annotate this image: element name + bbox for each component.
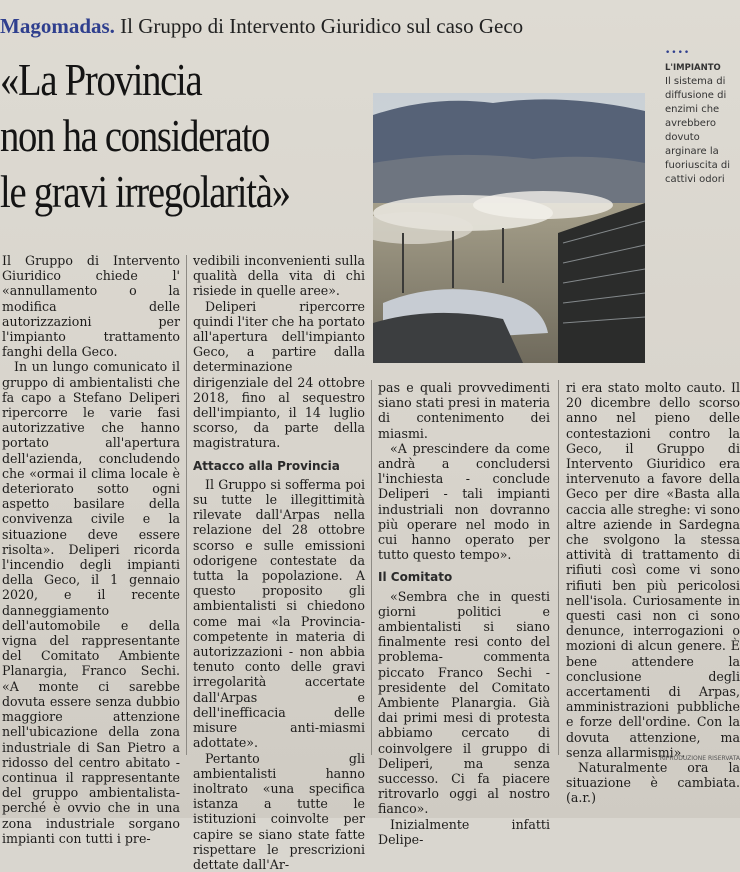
- paragraph: pas e quali provvedimenti siano stati presi in materia di contenimento dei miasmi.: [378, 380, 550, 441]
- paragraph: In un lungo comunicato il gruppo di ambientalisti che fa capo a Stefano Deliperi ripercorre le varie fasi autorizzative che hanno portato all'apertura dell'azienda, concludendo che «ormai il clima locale è deteriorato sotto ogni aspetto basilare della convivenza civile e la situazione deve essere risolta». Deliperi ricorda l'incendio degli impianti della Geco, il 1 gennaio 2020, e il recente danneggiamento dell'automobile e della vigna del rappresentante del Comitato Ambiente Planargia, Franco Sechi. «A monte ci sarebbe dovuta essere senza dubbio maggiore attenzione nell'ubicazione della zona industriale di San Pietro a ridosso del centro abitato - continua il rappresentante del gruppo ambientalista- perché è ovvio che in una zona industriale sorgano impianti con tutti i pre-: [2, 359, 180, 846]
- column-divider: [371, 380, 372, 755]
- paragraph: vedibili inconvenienti sulla qualità della vita di chi risiede in quelle aree».: [193, 253, 365, 299]
- paragraph: «A prescindere da come andrà a concludersi l'inchiesta - conclude Deliperi - tali impianti industriali non dovranno più operare nel modo in cui hanno operato per tutto questo tempo».: [378, 441, 550, 563]
- plant-photo-illustration: [373, 93, 645, 363]
- caption-dots: ••••: [665, 46, 740, 60]
- article-kicker: [0, 14, 640, 39]
- paragraph: Pertanto gli ambientalisti hanno inoltrato «una specifica istanza a tutte le istituzioni coinvolte per capire se siano state fatte rispettare le prescrizioni dettate dall'Ar-: [193, 751, 365, 872]
- reproduction-notice: RIPRODUZIONE RISERVATA: [640, 755, 740, 762]
- paragraph: Inizialmente infatti Delipe-: [378, 817, 550, 847]
- caption-label: L'IMPIANTO: [665, 61, 740, 75]
- caption-text: Il sistema di diffusione di enzimi che avrebbero dovuto arginare la fuoriuscita di cattivi odori: [665, 76, 730, 185]
- paragraph: Il Gruppo di Intervento Giuridico chiede l' «annullamento o la modifica delle autorizzazioni per l'impianto trattamento fanghi della Geco.: [2, 253, 180, 359]
- article-photo: [373, 93, 645, 363]
- text-column-2: [193, 253, 365, 872]
- text-column-1: [2, 253, 180, 846]
- paragraph: «Sembra che in questi giorni politici e ambientalisti si siano finalmente resi conto del problema- commenta piccato Franco Sechi - presidente del Comitato Ambiente Planargia. Già dai primi mesi di protesta abbiamo cercato di coinvolgere il gruppo di Deliperi, ma senza successo. Ci fa piacere ritrovarlo oggi al nostro fianco».: [378, 589, 550, 817]
- photo-caption: [665, 46, 740, 187]
- paragraph: ri era stato molto cauto. Il 20 dicembre dello scorso anno nel pieno delle contestazioni contro la Geco, il Gruppo di Intervento Giuridico era intervenuto a favore della Geco per dire «Basta alla caccia alle streghe: vi sono altre aziende in Sardegna che svolgono la stessa attività di trattamento di rifiuti così come vi sono rifiuti ben più pericolosi nell'isola. Curiosamente in questi casi non ci sono denunce, interrogazioni o mozioni di alcun genere. È bene attendere la conclusione degli accertamenti di Arpas, amministrazioni pubbliche e forze dell'ordine. Con la dovuta attenzione, ma senza allarmismi».: [566, 380, 740, 760]
- text-column-3: [378, 380, 550, 847]
- column-divider: [558, 380, 559, 755]
- kicker-text: Il Gruppo di Intervento Giuridico sul caso Geco: [115, 14, 523, 38]
- headline-line: non ha considerato: [0, 111, 269, 161]
- subheading-comitato: Il Comitato: [378, 570, 550, 585]
- paragraph: Il Gruppo si sofferma poi su tutte le illegittimità rilevate dall'Arpas nella relazione del 28 ottobre scorso e sulle emissioni odorigene contestate da tutta la popolazione. A questo proposito gli ambientalisti si chiedono come mai «la Provincia- competente in materia di autorizzazioni - non abbia tenuto conto delle gravi irregolarità accertate dall'Arpas e dell'inefficacia delle misure anti-miasmi adottate».: [193, 477, 365, 751]
- headline-line: «La Provincia: [0, 55, 201, 105]
- text-column-4: [566, 380, 740, 806]
- subheading-attacco: Attacco alla Provincia: [193, 459, 365, 474]
- kicker-place: Magomadas.: [0, 14, 115, 38]
- paragraph: Deliperi ripercorre quindi l'iter che ha portato all'apertura dell'impianto Geco, a partire dalla determinazione dirigenziale del 24 ottobre 2018, fino al sequestro dell'impianto, il 14 luglio scorso, da parte della magistratura.: [193, 299, 365, 451]
- headline-line: le gravi irregolarità»: [0, 167, 290, 217]
- paragraph: Naturalmente ora la situazione è cambiata. (a.r.): [566, 760, 740, 806]
- article-headline: [0, 52, 310, 220]
- column-divider: [186, 255, 187, 755]
